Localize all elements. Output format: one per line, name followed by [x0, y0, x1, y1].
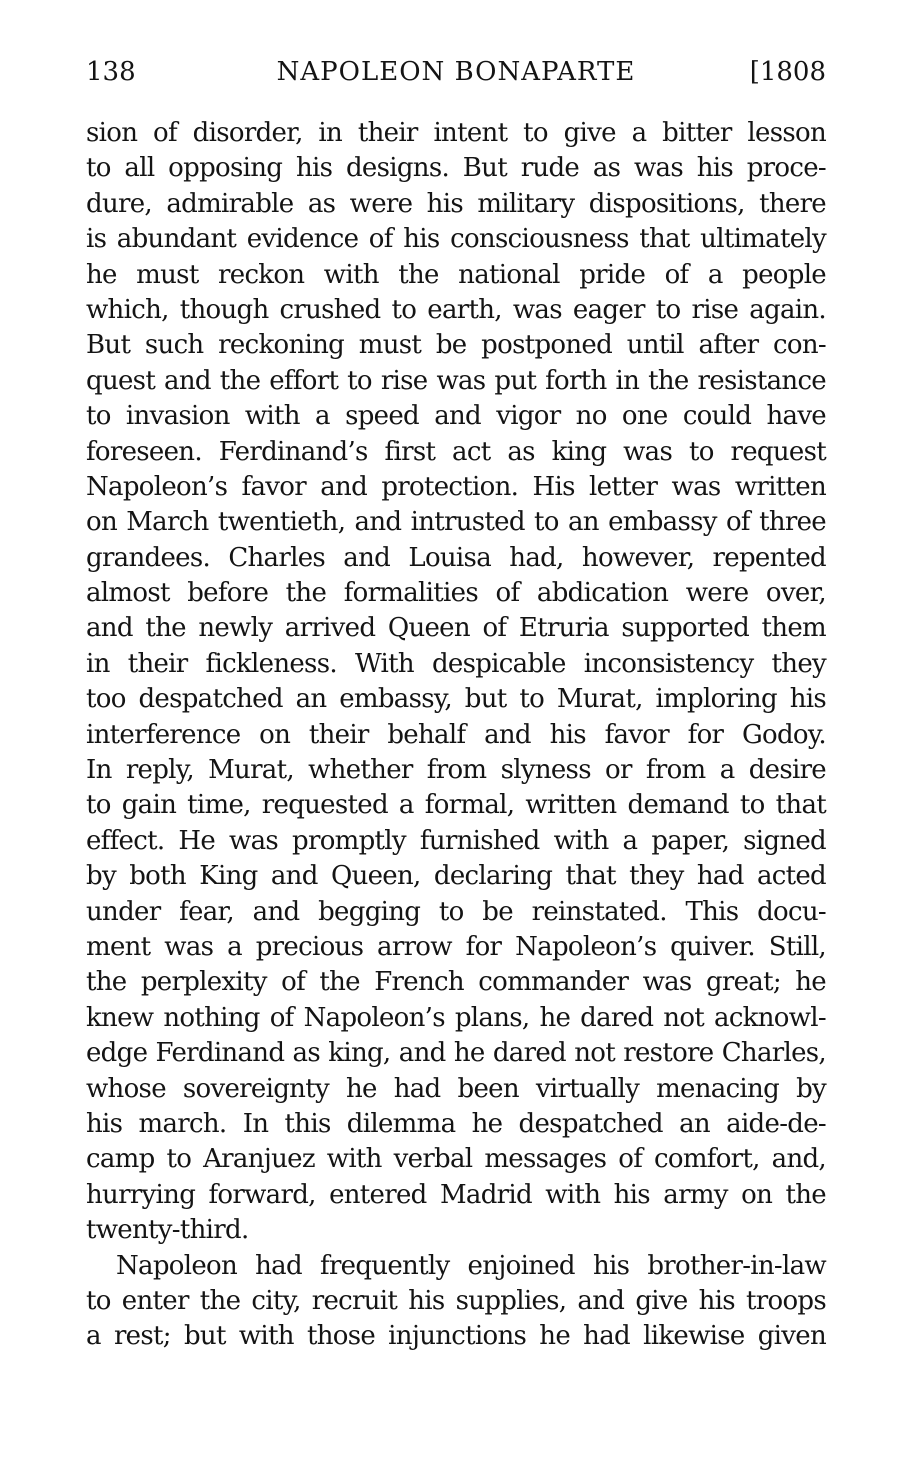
- text-line: on March twentieth, and intrusted to an embassy of three: [86, 507, 826, 538]
- text-line: ment was a precious arrow for Napoleon’s quiver. Still,: [86, 931, 826, 962]
- text-line: But such reckoning must be postponed until after con-: [86, 330, 826, 361]
- text-line: by both King and Queen, declaring that they had acted: [86, 861, 826, 892]
- text-line: his march. In this dilemma he despatched an aide-de-: [86, 1108, 826, 1139]
- paragraph: [86, 1249, 826, 1355]
- text-line: to invasion with a speed and vigor no one could have: [86, 401, 826, 432]
- text-line: he must reckon with the national pride of a people: [86, 259, 826, 290]
- text-line: under fear, and begging to be reinstated. This docu-: [86, 896, 826, 927]
- text-line: almost before the formalities of abdication were over,: [86, 578, 826, 609]
- text-line: interference on their behalf and his favor for Godoy.: [86, 719, 826, 750]
- text-line: effect. He was promptly furnished with a paper, signed: [86, 825, 826, 856]
- text-line: foreseen. Ferdinand’s first act as king was to request: [86, 436, 826, 467]
- text-line: in their fickleness. With despicable inconsistency they: [86, 648, 826, 679]
- text-line: hurrying forward, entered Madrid with his army on the: [86, 1179, 826, 1210]
- text-line: too despatched an embassy, but to Murat, imploring his: [86, 684, 826, 715]
- text-line: camp to Aranjuez with verbal messages of comfort, and,: [86, 1144, 826, 1175]
- text-line: and the newly arrived Queen of Etruria supported them: [86, 613, 826, 644]
- text-line: quest and the effort to rise was put forth in the resistance: [86, 365, 826, 396]
- running-title: NAPOLEON BONAPARTE: [276, 57, 636, 87]
- text-line: twenty-third.: [86, 1215, 249, 1246]
- text-line: knew nothing of Napoleon’s plans, he dared not acknowl-: [86, 1002, 826, 1033]
- year-marker: [1808: [749, 57, 826, 87]
- text-line: edge Ferdinand as king, and he dared not restore Charles,: [86, 1038, 826, 1069]
- text-line: which, though crushed to earth, was eager to rise again.: [86, 294, 826, 325]
- text-line: Napoleon’s favor and protection. His letter was written: [86, 471, 826, 502]
- body-text: [86, 116, 826, 1355]
- text-line: dure, admirable as were his military dispositions, there: [86, 188, 826, 219]
- text-line: In reply, Murat, whether from slyness or from a desire: [86, 755, 826, 786]
- text-line: to enter the city, recruit his supplies, and give his troops: [86, 1285, 826, 1316]
- text-line: sion of disorder, in their intent to give a bitter lesson: [86, 118, 826, 148]
- text-line: to all opposing his designs. But rude as was his proce-: [86, 153, 826, 184]
- paragraph: [86, 116, 826, 1249]
- running-head: [86, 52, 826, 92]
- text-line: whose sovereignty he had been virtually menacing by: [86, 1073, 826, 1104]
- text-line: the perplexity of the French commander was great; he: [86, 967, 826, 998]
- page-number: 138: [86, 57, 136, 87]
- text-line: grandees. Charles and Louisa had, however, repented: [86, 542, 826, 573]
- text-line: Napoleon had frequently enjoined his brother-in-law: [116, 1250, 826, 1281]
- text-line: to gain time, requested a formal, written demand to that: [86, 790, 826, 821]
- text-line: is abundant evidence of his consciousness that ultimately: [86, 224, 826, 255]
- text-line: a rest; but with those injunctions he had likewise given: [86, 1321, 826, 1352]
